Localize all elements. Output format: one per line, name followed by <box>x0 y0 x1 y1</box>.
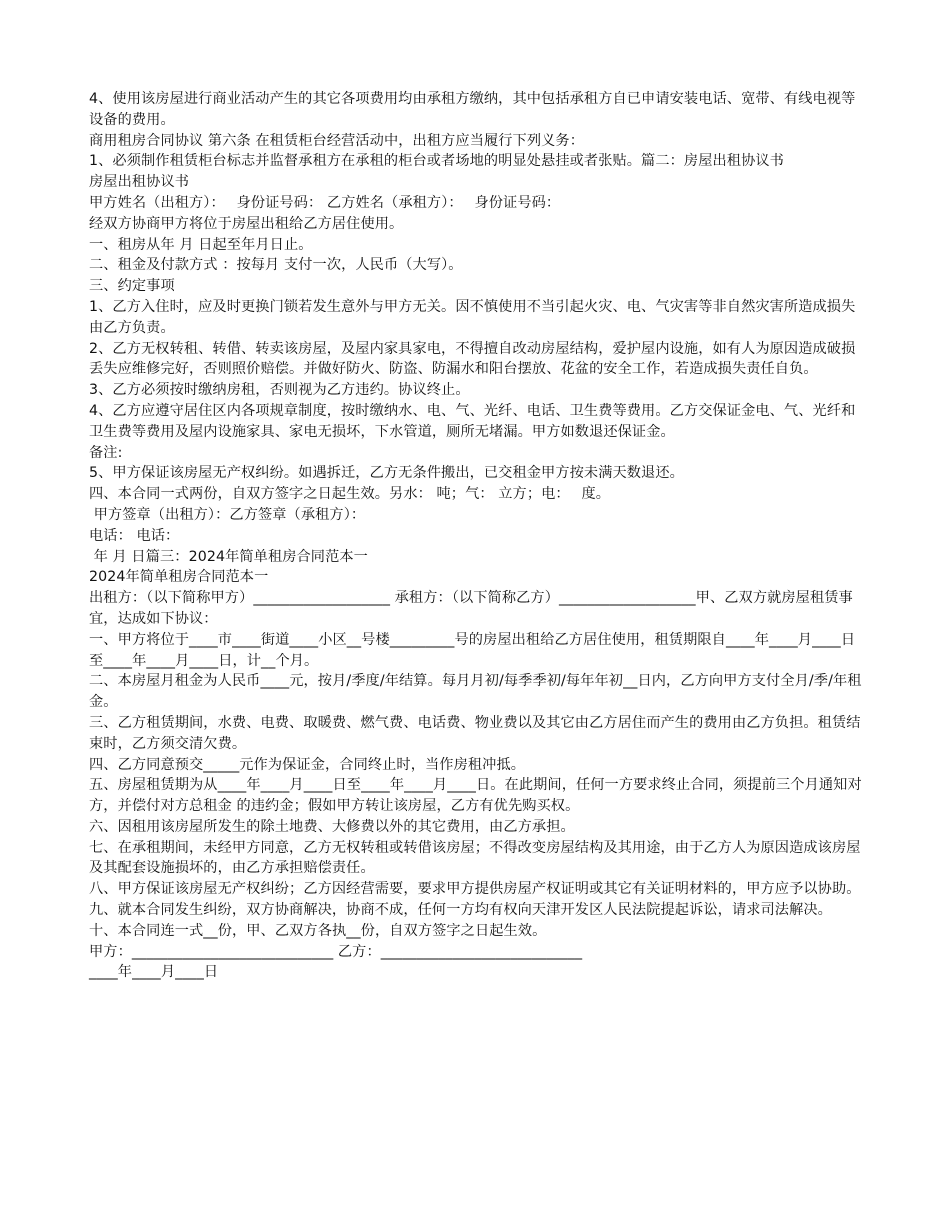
paragraph: 1、必须制作租赁柜台标志并监督承租方在承租的柜台或者场地的明显处悬挂或者张贴。篇二：房屋出租协议书 <box>89 153 784 170</box>
paragraph: 九、就本合同发生纠纷，双方协商解决，协商不成，任何一方均有权向天津开发区人民法院提起诉讼，请求司法解决。 <box>89 902 832 919</box>
paragraph: 八、甲方保证该房屋无产权纠纷；乙方因经营需要，要求甲方提供房屋产权证明或其它有关证明材料的，甲方应予以协助。 <box>89 881 861 898</box>
paragraph: 二、租金及付款方式 ：按每月 支付一次，人民币（大写）。 <box>89 257 463 274</box>
paragraph: 1、乙方入住时，应及时更换门锁若发生意外与甲方无关。因不慎使用不当引起火灾、电、气灾害等非自然灾害所造成损失由乙方负责。 <box>89 298 856 336</box>
paragraph: 2、乙方无权转租、转借、转卖该房屋，及屋内家具家电，不得擅自改动房屋结构，爱护屋内设施，如有人为原因造成破损丢失应维修完好，否则照价赔偿。并做好防火、防盗、防漏水和阳台摆放、花盆的安全工作，若造成损失责任自负。 <box>89 340 856 378</box>
paragraph: 十、本合同连一式__份，甲、乙双方各执__份，自双方签字之日起生效。 <box>89 922 547 939</box>
paragraph: 经双方协商甲方将位于房屋出租给乙方居住使用。 <box>89 215 404 232</box>
paragraph: 一、甲方将位于____市____街道____小区__号楼_________号的房屋出租给乙方居住使用，租赁期限自____年____月____日至____年____月____日，计__个月。 <box>89 631 856 669</box>
paragraph: 商用租房合同协议 第六条 在租赁柜台经营活动中，出租方应当履行下列义务： <box>89 132 584 149</box>
paragraph: 五、房屋租赁期为从____年____月____日至____年____月____日。在此期间，任何一方要求终止合同，须提前三个月通知对方，并偿付对方总租金 的违约金；假如甲方转让该房屋，乙方有优先购买权。 <box>89 777 862 815</box>
paragraph: 六、因租用该房屋所发生的除土地费、大修费以外的其它费用，由乙方承担。 <box>89 818 575 835</box>
paragraph: 四、乙方同意预交_____元作为保证金，合同终止时，当作房租冲抵。 <box>89 756 526 773</box>
paragraph: 3、乙方必须按时缴纳房租，否则视为乙方违约。协议终止。 <box>89 382 470 399</box>
paragraph: 三、乙方租赁期间，水费、电费、取暖费、燃气费、电话费、物业费以及其它由乙方居住而产生的费用由乙方负担。租赁结束时，乙方须交清欠费。 <box>89 714 861 752</box>
document-body <box>89 89 865 983</box>
paragraph: 七、在承租期间，未经甲方同意，乙方无权转租或转借该房屋；不得改变房屋结构及其用途，由于乙方人为原因造成该房屋及其配套设施损坏的，由乙方承担赔偿责任。 <box>89 839 861 877</box>
paragraph: 4、乙方应遵守居住区内各项规章制度，按时缴纳水、电、气、光纤、电话、卫生费等费用。乙方交保证金电、气、光纤和卫生费等费用及屋内设施家具、家电无损坏，下水管道，厕所无堵漏。甲方如数退还保证金。 <box>89 402 856 440</box>
section-title: 房屋出租协议书 <box>89 174 190 191</box>
paragraph: 一、租房从年 月 日起至年月日止。 <box>89 236 313 253</box>
paragraph: 备注: <box>89 444 123 461</box>
paragraph: 四、本合同一式两份，自双方签字之日起生效。另水： 吨；气： 立方；电： 度。 <box>89 486 611 503</box>
paragraph: 甲方姓名（出租方）： 身份证号码： 乙方姓名（承租方）： 身份证号码： <box>89 194 561 211</box>
phone-line: 电话： 电话： <box>89 527 180 544</box>
paragraph: 4、使用该房屋进行商业活动产生的其它各项费用均由承租方缴纳，其中包括承租方自已申请安装电话、宽带、有线电视等设备的费用。 <box>89 91 856 128</box>
paragraph: 二、本房屋月租金为人民币____元，按月/季度/年结算。每月月初/每季季初/每年年初__日内，乙方向甲方支付全月/季/年租金。 <box>89 673 862 711</box>
date-line: 年 月 日篇三：2024年简单租房合同范本一 <box>89 548 368 565</box>
section-title: 2024年简单租房合同范本一 <box>89 569 269 586</box>
paragraph: 三、约定事项 <box>89 278 175 295</box>
date-line: ____年____月____日 <box>89 964 219 981</box>
paragraph: 出租方：（以下简称甲方）___________________ 承租方：（以下简称乙方）___________________甲、乙双方就房屋租赁事宜，达成如下协议： <box>89 590 853 627</box>
signature-line: 甲方：____________________________ 乙方：____________________________ <box>89 943 583 960</box>
paragraph: 5、甲方保证该房屋无产权纠纷。如遇拆迁，乙方无条件搬出，已交租金甲方按未满天数退还。 <box>89 465 684 482</box>
signature-line: 甲方签章（出租方）：乙方签章（承租方）： <box>89 506 366 523</box>
